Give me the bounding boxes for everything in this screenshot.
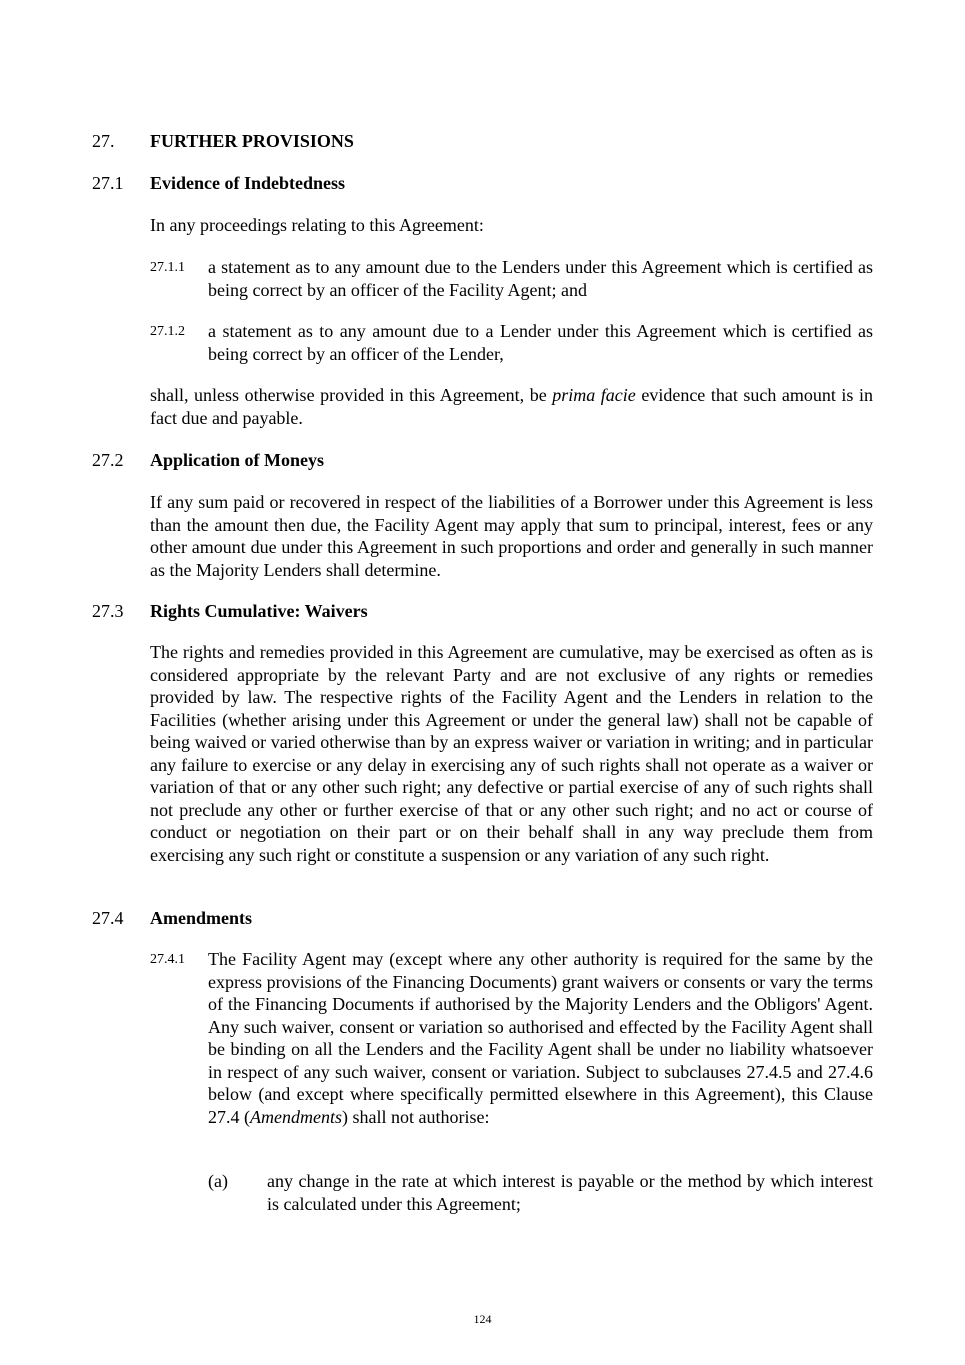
section-number: 27. <box>92 131 115 151</box>
subclause-27-1-2-number: 27.1.2 <box>150 324 185 339</box>
subclause-27-4-1-text-pre: The Facility Agent may (except where any other authority is required for the same by the express provisions of the Financing Documents) grant waivers or consents or vary the terms of the Financing Documents if authorised by the Majority Lenders and the Obligors' Agent. Any such waiver, consent or variation so authorised and effected by the Facility Agent shall be binding on all the Lenders and the Facility Agent shall be under no liability whatsoever in respect of any such waiver, consent or variation. Subject to subclauses 27.4.5 and 27.4.6 below (and except where specifically permitted elsewhere in this Agreement), this Clause 27.4 ( <box>208 949 873 1127</box>
clause-27-2-title: Application of Moneys <box>150 450 325 470</box>
clause-27-1-closing-pre: shall, unless otherwise provided in this Agreement, be <box>150 385 553 405</box>
clause-27-1-closing <box>150 384 873 429</box>
subclause-27-1-1-number: 27.1.1 <box>150 260 185 275</box>
item-a-label: (a) <box>208 1171 228 1191</box>
clause-27-1-intro: In any proceedings relating to this Agreement: <box>150 215 484 235</box>
clause-27-2-text: If any sum paid or recovered in respect of the liabilities of a Borrower under this Agreement is less than the amount then due, the Facility Agent may apply that sum to principal, interest, fees or any other amount due under this Agreement in such proportions and order and generally in such manner as the Majority Lenders shall determine. <box>150 492 873 580</box>
subclause-27-1-1 <box>150 256 873 301</box>
item-a-text: any change in the rate at which interest is payable or the method by which interest is calculated under this Agreement; <box>267 1171 873 1214</box>
subclause-27-4-1-text-italic: Amendments <box>250 1106 342 1127</box>
page-number: 124 <box>473 1312 492 1326</box>
subclause-27-4-1-text-post: ) shall not authorise: <box>341 1106 490 1127</box>
clause-27-1-closing-post: evidence that such amount is in fact due and payable. <box>150 385 873 428</box>
subclause-27-1-2-text: a statement as to any amount due to a Lender under this Agreement which is certified as being correct by an officer of the Lender, <box>208 321 873 364</box>
clause-27-2-number: 27.2 <box>92 450 124 470</box>
item-a <box>208 1170 873 1215</box>
clause-27-4-number: 27.4 <box>92 908 124 928</box>
subclause-27-1-2 <box>150 320 873 365</box>
subclause-27-4-1-number: 27.4.1 <box>150 952 185 967</box>
subclause-27-4-1-text <box>208 948 873 1128</box>
clause-27-4-title: Amendments <box>150 908 252 928</box>
subclause-27-4-1 <box>150 948 873 1128</box>
clause-27-1-closing-italic: prima facie <box>552 385 636 405</box>
clause-27-3-number: 27.3 <box>92 601 124 621</box>
section-title: FURTHER PROVISIONS <box>150 131 354 151</box>
clause-27-3-title: Rights Cumulative: Waivers <box>150 601 368 621</box>
clause-27-3-text: The rights and remedies provided in this Agreement are cumulative, may be exercised as often as is considered appropriate by the relevant Party and are not exclusive of any rights or remedies provided by law. The respective rights of the Facility Agent and the Lenders in relation to the Facilities (whether arising under this Agreement or under the general law) shall not be capable of being waived or varied otherwise than by an express waiver or variation in writing; and in particular any failure to exercise or any delay in exercising any of such rights shall not operate as a waiver or variation of that or any other such right; any defective or partial exercise of any of such rights shall not preclude any other or further exercise of that or any other such right; and no act or course of conduct or negotiation on their part or on their behalf shall in any way preclude them from exercising any such right or constitute a suspension or any variation of any such right. <box>150 642 873 865</box>
clause-27-1-number: 27.1 <box>92 173 124 193</box>
clause-27-1-title: Evidence of Indebtedness <box>150 173 346 193</box>
subclause-27-1-1-text: a statement as to any amount due to the Lenders under this Agreement which is certified as being correct by an officer of the Facility Agent; and <box>208 257 873 300</box>
